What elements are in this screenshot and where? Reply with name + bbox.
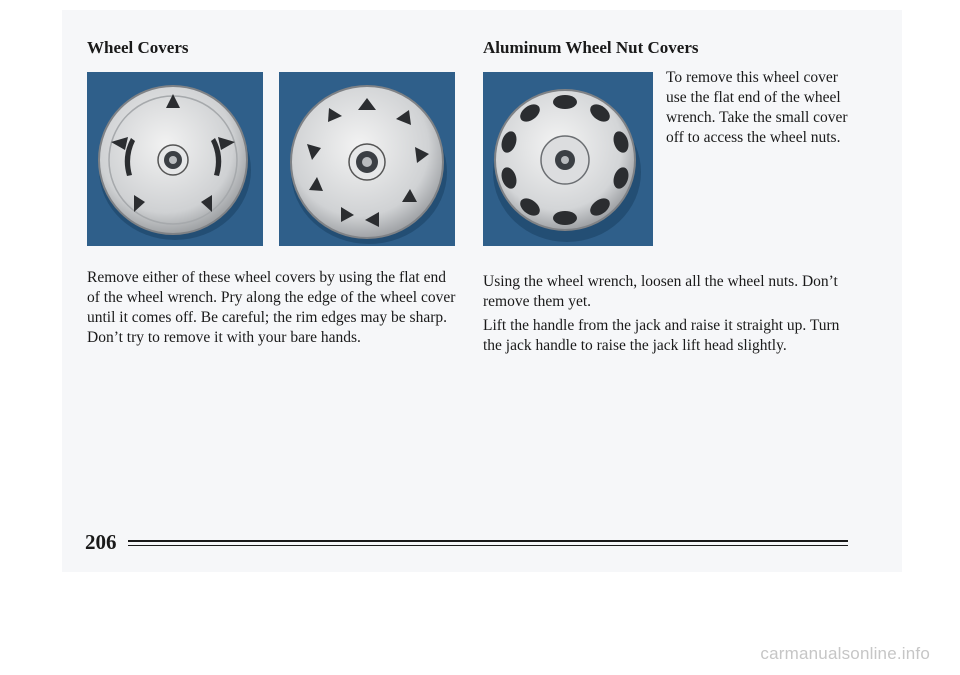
aluminum-wheel-photo [483,72,653,246]
wheel-covers-instructions: Remove either of these wheel covers by using the flat end of the wheel wrench. Pry along the edge of the wheel cover until it comes off. Be careful; the rim edges may be sharp. Don’t try to remove it with your bare hands. [87,269,456,346]
watermark: carmanualsonline.info [760,644,930,663]
footer-rule-top [128,540,848,542]
wheel-covers-heading: Wheel Covers [87,38,189,57]
page-number: 206 [85,530,117,554]
wheel-cover-photo-spoked [279,72,455,246]
wheel-cover-photo-five-slot [87,72,263,246]
loosen-nuts-instruction: Using the wheel wrench, loosen all the wheel nuts. Don’t remove them yet. [483,273,838,310]
wheel-cover-five-slot-illustration [87,72,263,246]
footer-rule-bottom [128,545,848,546]
aluminum-wheel-nut-covers-heading: Aluminum Wheel Nut Covers [483,38,699,57]
aluminum-wheel-illustration [483,72,653,246]
wheel-cover-spoked-illustration [279,72,455,246]
nut-cover-removal-caption: To remove this wheel cover use the flat end of the wheel wrench. Take the small cover off to access the wheel nuts. [666,69,848,146]
jack-handle-instruction: Lift the handle from the jack and raise it straight up. Turn the jack handle to raise the jack lift head slightly. [483,317,840,354]
